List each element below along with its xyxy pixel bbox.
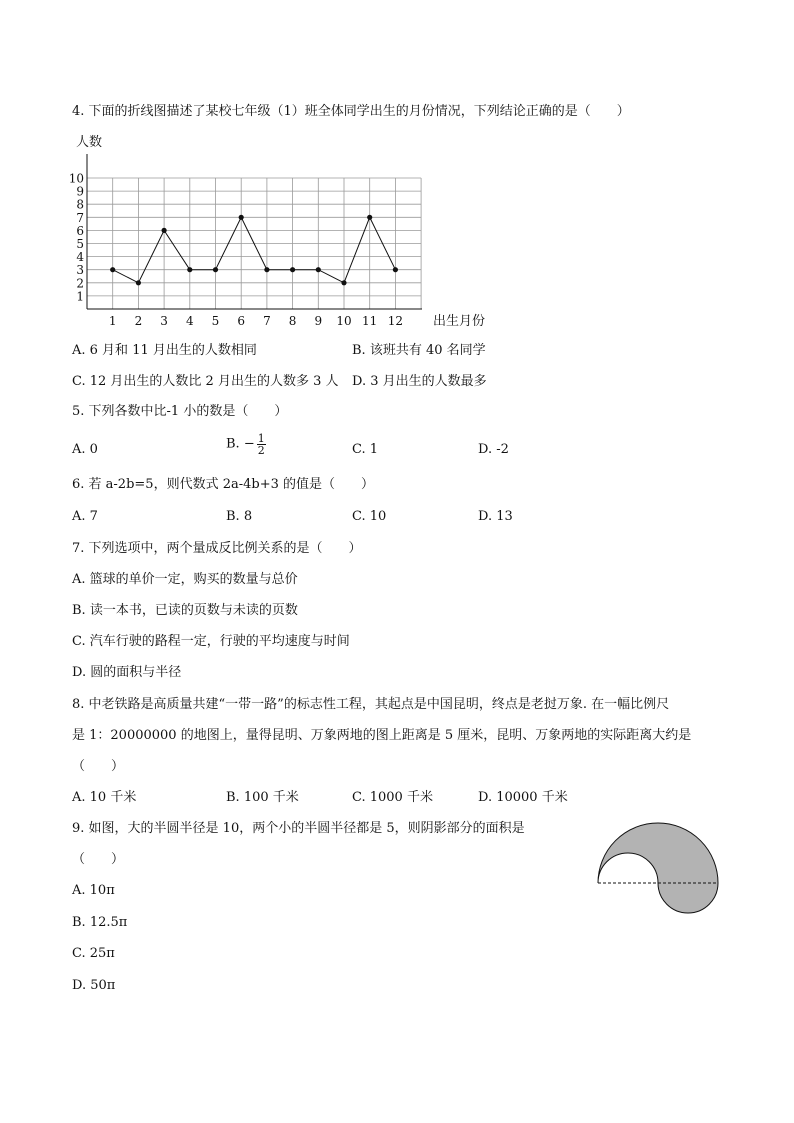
- q9-semicircle-figure: [592, 818, 726, 918]
- data-point: [239, 215, 244, 220]
- y-tick-label: 6: [76, 223, 84, 238]
- q8-option-b[interactable]: B. 100 千米: [226, 790, 299, 805]
- q6-option-d[interactable]: D. 13: [478, 509, 513, 524]
- q5-option-b-prefix: B. −: [226, 436, 255, 452]
- y-tick-label: 4: [76, 250, 84, 265]
- chart-y-ticks: [69, 172, 85, 304]
- x-tick-label: 6: [237, 314, 246, 328]
- y-tick-label: 2: [76, 276, 84, 291]
- x-tick-label: 4: [185, 314, 194, 328]
- x-tick-label: 7: [263, 314, 271, 328]
- q5-option-c[interactable]: C. 1: [352, 442, 379, 457]
- q5-option-d[interactable]: D. -2: [478, 442, 509, 457]
- q4-option-c[interactable]: C. 12 月出生的人数比 2 月出生的人数多 3 人: [72, 374, 339, 389]
- q8-stem-line1: 8. 中老铁路是高质量共建“一带一路”的标志性工程，其起点是中国昆明，终点是老挝万象. 在一幅比例尺: [72, 697, 670, 712]
- q8-option-d[interactable]: D. 10000 千米: [478, 790, 568, 805]
- x-tick-label: 5: [211, 314, 220, 328]
- q7-stem: 7. 下列选项中，两个量成反比例关系的是（ ）: [72, 541, 362, 556]
- q8-stem-line3: （ ）: [72, 759, 125, 774]
- q7-option-c[interactable]: C. 汽车行驶的路程一定，行驶的平均速度与时间: [72, 634, 350, 649]
- y-tick-label: 10: [68, 171, 84, 186]
- x-tick-label: 2: [134, 314, 143, 328]
- chart-axes: [87, 154, 422, 309]
- x-tick-label: 3: [160, 314, 168, 328]
- data-point: [367, 215, 372, 220]
- x-tick-label: 12: [387, 314, 404, 328]
- y-tick-label: 9: [76, 184, 84, 199]
- q9-option-a[interactable]: A. 10π: [72, 883, 115, 898]
- chart-y-axis-label: 人数: [76, 135, 103, 150]
- x-tick-label: 9: [314, 314, 323, 328]
- y-tick-label: 8: [76, 197, 84, 212]
- data-point: [162, 228, 167, 233]
- data-point: [393, 267, 398, 272]
- q8-option-c[interactable]: C. 1000 千米: [352, 790, 433, 805]
- q6-option-a[interactable]: A. 7: [72, 509, 98, 524]
- q5-option-b[interactable]: [226, 433, 266, 456]
- q9-option-b[interactable]: B. 12.5π: [72, 915, 128, 930]
- q7-option-d[interactable]: D. 圆的面积与半径: [72, 665, 182, 680]
- q6-stem: 6. 若 a-2b=5，则代数式 2a-4b+3 的值是（ ）: [72, 477, 375, 492]
- x-tick-label: 10: [336, 314, 352, 328]
- data-point: [316, 267, 321, 272]
- q9-option-d[interactable]: D. 50π: [72, 978, 116, 993]
- chart-x-ticks: [109, 314, 403, 328]
- chart-series: [110, 215, 398, 286]
- data-point: [341, 280, 346, 285]
- q4-option-d[interactable]: D. 3 月出生的人数最多: [352, 374, 487, 389]
- q9-stem-line2: （ ）: [72, 852, 125, 867]
- q5-option-b-fraction: [257, 433, 266, 456]
- q6-option-c[interactable]: C. 10: [352, 509, 387, 524]
- y-tick-label: 5: [76, 237, 84, 251]
- q8-option-a[interactable]: A. 10 千米: [72, 790, 137, 805]
- y-tick-label: 3: [76, 263, 84, 278]
- q9-stem-line1: 9. 如图，大的半圆半径是 10，两个小的半圆半径都是 5，则阴影部分的面积是: [72, 821, 525, 836]
- q4-option-b[interactable]: B. 该班共有 40 名同学: [352, 343, 486, 358]
- series-line: [113, 217, 396, 282]
- q5-stem: 5. 下列各数中比-1 小的数是（ ）: [72, 404, 288, 419]
- data-point: [213, 267, 218, 272]
- y-tick-label: 1: [76, 289, 84, 304]
- data-point: [264, 267, 269, 272]
- q7-option-b[interactable]: B. 读一本书，已读的页数与未读的页数: [72, 603, 298, 618]
- shaded-region: [598, 823, 718, 913]
- q4-option-a[interactable]: A. 6 月和 11 月出生的人数相同: [72, 343, 257, 358]
- q4-stem: 4. 下面的折线图描述了某校七年级（1）班全体同学出生的月份情况，下列结论正确的是（ ）: [72, 104, 630, 119]
- data-point: [136, 280, 141, 285]
- fraction-denominator: 2: [257, 444, 265, 457]
- x-tick-label: 11: [362, 314, 378, 328]
- x-tick-label: 8: [288, 314, 297, 328]
- q7-option-a[interactable]: A. 篮球的单价一定，购买的数量与总价: [72, 572, 298, 587]
- q8-stem-line2: 是 1：20000000 的地图上，量得昆明、万象两地的图上距离是 5 厘米，昆明、万象两地的实际距离大约是: [72, 728, 692, 743]
- y-tick-label: 7: [76, 210, 84, 225]
- q9-option-c[interactable]: C. 25π: [72, 946, 115, 961]
- q6-option-b[interactable]: B. 8: [226, 509, 253, 524]
- chart-x-axis-label: 出生月份: [433, 314, 486, 329]
- data-point: [290, 267, 295, 272]
- q5-option-a[interactable]: A. 0: [72, 442, 98, 457]
- data-point: [187, 267, 192, 272]
- month-line-chart: [60, 128, 510, 333]
- fraction-numerator: 1: [257, 432, 265, 445]
- x-tick-label: 1: [108, 314, 117, 328]
- data-point: [110, 267, 115, 272]
